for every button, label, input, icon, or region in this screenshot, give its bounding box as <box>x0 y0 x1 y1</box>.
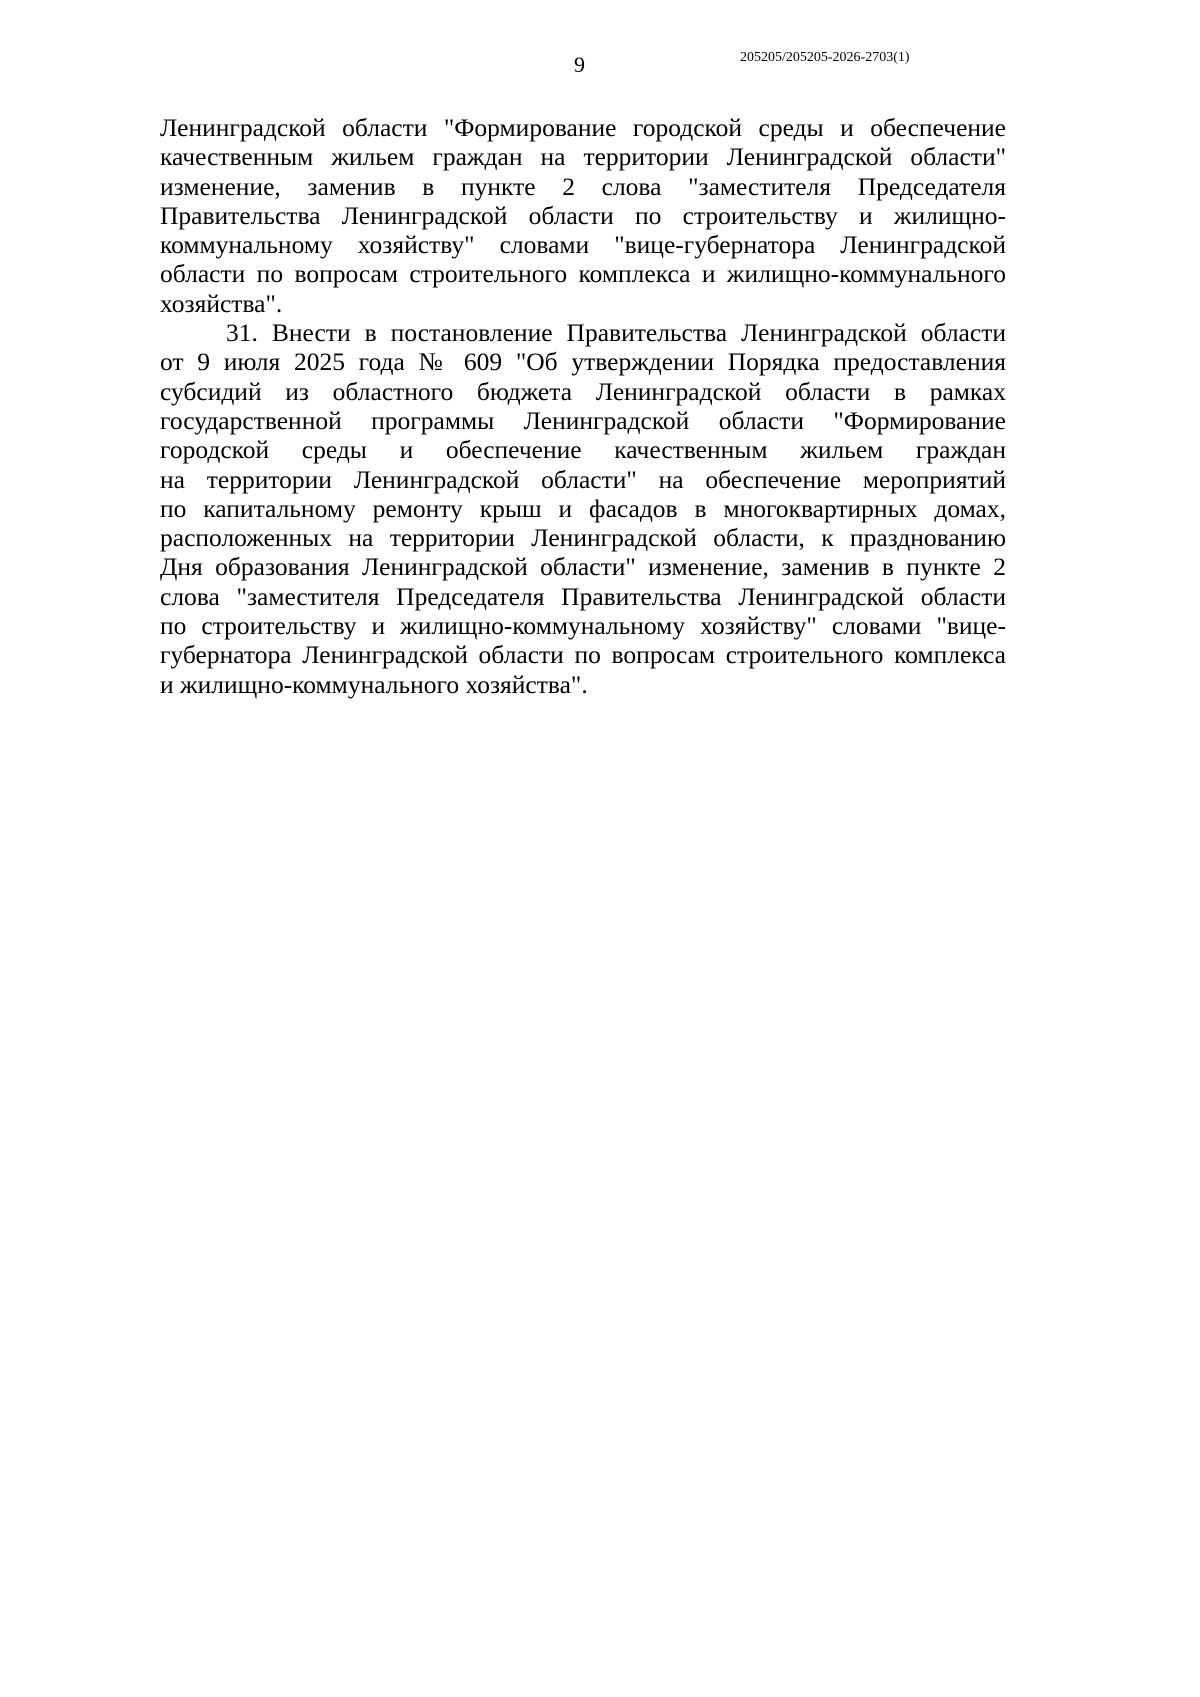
text-line: по строительству и жилищно-коммунальному хозяйству" словами "вице- <box>160 611 1006 641</box>
text-line: качественным жильем граждан на территории Ленинградской области" <box>160 142 1006 172</box>
text-line: субсидий из областного бюджета Ленинградской области в рамках <box>160 376 1006 406</box>
text-line: Дня образования Ленинградской области" изменение, заменив в пункте 2 <box>160 552 1006 582</box>
text-line: по капитальному ремонту крыш и фасадов в многоквартирных домах, <box>160 493 1006 523</box>
text-line: Правительства Ленинградской области по строительству и жилищно- <box>160 200 1006 230</box>
text-line: Ленинградской области "Формирование городской среды и обеспечение <box>160 113 1006 142</box>
text-line: на территории Ленинградской области" на обеспечение мероприятий <box>160 464 1006 494</box>
text-line: хозяйства". <box>160 288 283 318</box>
document-body <box>160 113 1006 699</box>
page-number: 9 <box>574 52 585 77</box>
text-line: государственной программы Ленинградской области "Формирование <box>160 405 1006 435</box>
text-line: губернатора Ленинградской области по вопросам строительного комплекса <box>160 640 1006 670</box>
text-line: городской среды и обеспечение качественным жильем граждан <box>160 435 1006 465</box>
text-line: от 9 июля 2025 года № 609 "Об утверждении Порядка предоставления <box>160 347 1006 377</box>
text-line: 31. Внести в постановление Правительства Ленинградской области <box>226 318 1006 348</box>
text-line: изменение, заменив в пункте 2 слова "заместителя Председателя <box>160 171 1006 201</box>
text-line: коммунальному хозяйству" словами "вице-губернатора Ленинградской <box>160 230 1006 260</box>
text-line: области по вопросам строительного комплекса и жилищно-коммунального <box>160 259 1006 289</box>
document-id: 205205/205205-2026-2703(1) <box>740 50 910 65</box>
text-line: и жилищно-коммунального хозяйства". <box>160 669 588 699</box>
text-line: слова "заместителя Председателя Правительства Ленинградской области <box>160 581 1006 611</box>
text-line: расположенных на территории Ленинградской области, к празднованию <box>160 523 1006 553</box>
